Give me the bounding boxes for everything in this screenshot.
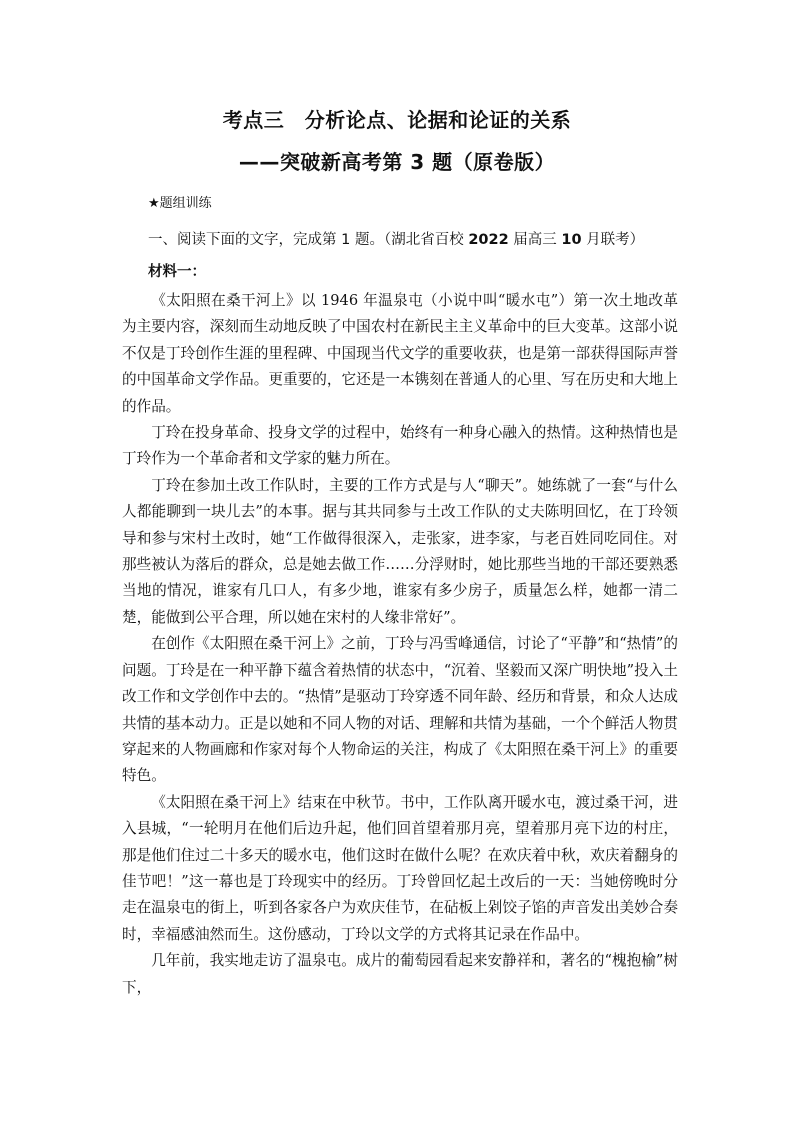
paragraph: 丁玲在投身革命、投身文学的过程中，始终有一种身心融入的热情。这种热情也是丁玲作为一个革命者和文学家的魅力所在。	[122, 424, 678, 468]
page-subtitle: ——突破新高考第 3 题（原卷版）	[238, 150, 556, 174]
paragraph: 《太阳照在桑干河上》以 1946 年温泉屯（小说中叫“暖水屯”）第一次土地改革为主要内容，深刻而生动地反映了中国农村在新民主主义革命中的巨大变革。这部小说不仅是丁玲创作生涯的里程碑、中国现当代文学的重要收获，也是第一部获得国际声誉的中国革命文学作品。更重要的，它还是一本镌刻在普通人的心里、写在历史和大地上的作品。	[122, 292, 678, 415]
page-title: 考点三 分析论点、论据和论证的关系	[222, 108, 572, 132]
question-suffix: 月联考）	[581, 232, 645, 248]
material-label: 材料一：	[148, 264, 206, 280]
article-body	[122, 288, 678, 1001]
question-prefix: 一、阅读下面的文字，完成第 1 题。（湖北省百校	[148, 232, 469, 248]
question-year: 2022	[468, 232, 509, 248]
paragraph: 几年前，我实地走访了温泉屯。成片的葡萄园看起来安静祥和，著名的“槐抱榆”树下，	[122, 952, 678, 996]
section-heading: ★题组训练	[148, 196, 212, 211]
question-month: 10	[561, 232, 582, 248]
paragraph: 《太阳照在桑干河上》结束在中秋节。书中，工作队离开暖水屯，渡过桑干河，进入县城，“一轮明月在他们后边升起，他们回首望着那月亮，望着那月亮下边的村庄，那是他们住过二十多天的暖水屯，他们这时在做什么呢？在欢庆着中秋，欢庆着翻身的佳节吧！”这一幕也是丁玲现实中的经历。丁玲曾回忆起土改后的一天：当她傍晚时分走在温泉屯的街上，听到各家各户为欢庆佳节，在砧板上剁饺子馅的声音发出美妙合奏时，幸福感油然而生。这份感动，丁玲以文学的方式将其记录在作品中。	[122, 793, 678, 943]
paragraph: 在创作《太阳照在桑干河上》之前，丁玲与冯雪峰通信，讨论了“平静”和“热情”的问题。丁玲是在一种平静下蕴含着热情的状态中，“沉着、坚毅而又深广明快地”投入土改工作和文学创作中去的。“热情”是驱动丁玲穿透不同年龄、经历和背景，和众人达成共情的基本动力。正是以她和不同人物的对话、理解和共情为基础，一个个鲜活人物贯穿起来的人物画廊和作家对每个人物命运的关注，构成了《太阳照在桑干河上》的重要特色。	[122, 635, 678, 785]
question-mid: 届高三	[508, 232, 562, 248]
question-instruction	[148, 228, 644, 249]
paragraph: 丁玲在参加土改工作队时，主要的工作方式是与人“聊天”。她练就了一套“与什么人都能聊到一块儿去”的本事。据与其共同参与土改工作队的丈夫陈明回忆，在丁玲领导和参与宋村土改时，她“工作做得很深入，走张家，进李家，与老百姓同吃同住。对那些被认为落后的群众，总是她去做工作……分浮财时，她比那些当地的干部还要熟悉当地的情况，谁家有几口人，有多少地，谁家有多少房子，质量怎么样，她都一清二楚，能做到公平合理，所以她在宋村的人缘非常好”。	[122, 476, 678, 626]
